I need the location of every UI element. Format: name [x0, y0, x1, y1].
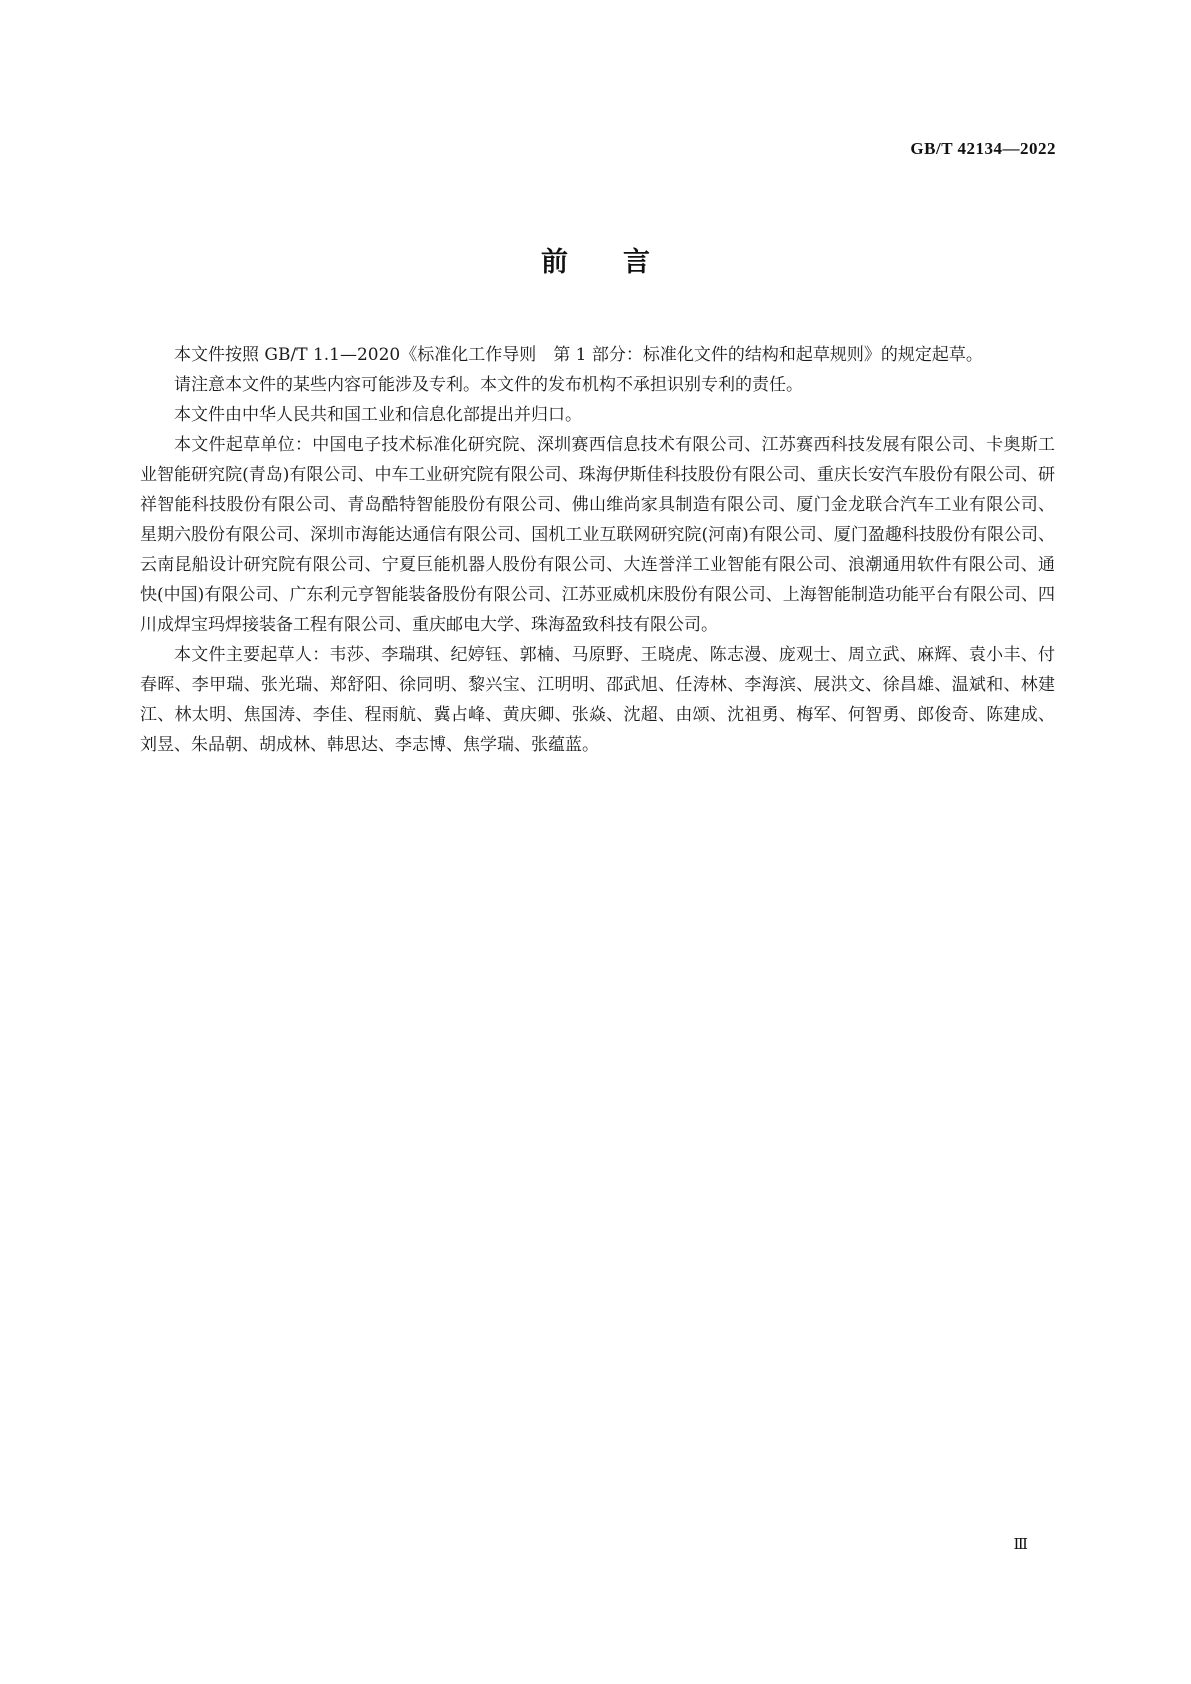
- paragraph-proposer: 本文件由中华人民共和国工业和信息化部提出并归口。: [174, 405, 582, 425]
- paragraph-drafting-units: 本文件起草单位：中国电子技术标准化研究院、深圳赛西信息技术有限公司、江苏赛西科技发展有限公司、卡奥斯工业智能研究院(青岛)有限公司、中车工业研究院有限公司、珠海伊斯佳科技股份有限公司、重庆长安汽车股份有限公司、研祥智能科技股份有限公司、青岛酷特智能股份有限公司、佛山维尚家具制造有限公司、厦门金龙联合汽车工业有限公司、星期六股份有限公司、深圳市海能达通信有限公司、国机工业互联网研究院(河南)有限公司、厦门盈趣科技股份有限公司、云南昆船设计研究院有限公司、宁夏巨能机器人股份有限公司、大连誉洋工业智能有限公司、浪潮通用软件有限公司、通快(中国)有限公司、广东利元亨智能装备股份有限公司、江苏亚威机床股份有限公司、上海智能制造功能平台有限公司、四川成焊宝玛焊接装备工程有限公司、重庆邮电大学、珠海盈致科技有限公司。: [140, 435, 1055, 635]
- paragraph-patent-notice: 请注意本文件的某些内容可能涉及专利。本文件的发布机构不承担识别专利的责任。: [174, 375, 803, 395]
- paragraph-drafters: 本文件主要起草人：韦莎、李瑞琪、纪婷钰、郭楠、马原野、王晓虎、陈志漫、庞观士、周立武、麻辉、袁小丰、付春晖、李甲瑞、张光瑞、郑舒阳、徐同明、黎兴宝、江明明、邵武旭、任涛林、李海滨、展洪文、徐昌雄、温斌和、林建江、林太明、焦国涛、李佳、程雨航、冀占峰、黄庆卿、张焱、沈超、由颂、沈祖勇、梅军、何智勇、郎俊奇、陈建成、刘昱、朱品朝、胡成林、韩思达、李志博、焦学瑞、张蕴蓝。: [140, 645, 1055, 755]
- standard-number: GB/T 42134—2022: [910, 139, 1056, 158]
- page-title: 前言: [541, 247, 705, 278]
- paragraph-drafting-rules: 本文件按照 GB/T 1.1—2020《标准化工作导则 第 1 部分：标准化文件的结构和起草规则》的规定起草。: [174, 345, 983, 365]
- foreword-body: [140, 340, 1055, 760]
- page-number: Ⅲ: [1013, 1537, 1028, 1553]
